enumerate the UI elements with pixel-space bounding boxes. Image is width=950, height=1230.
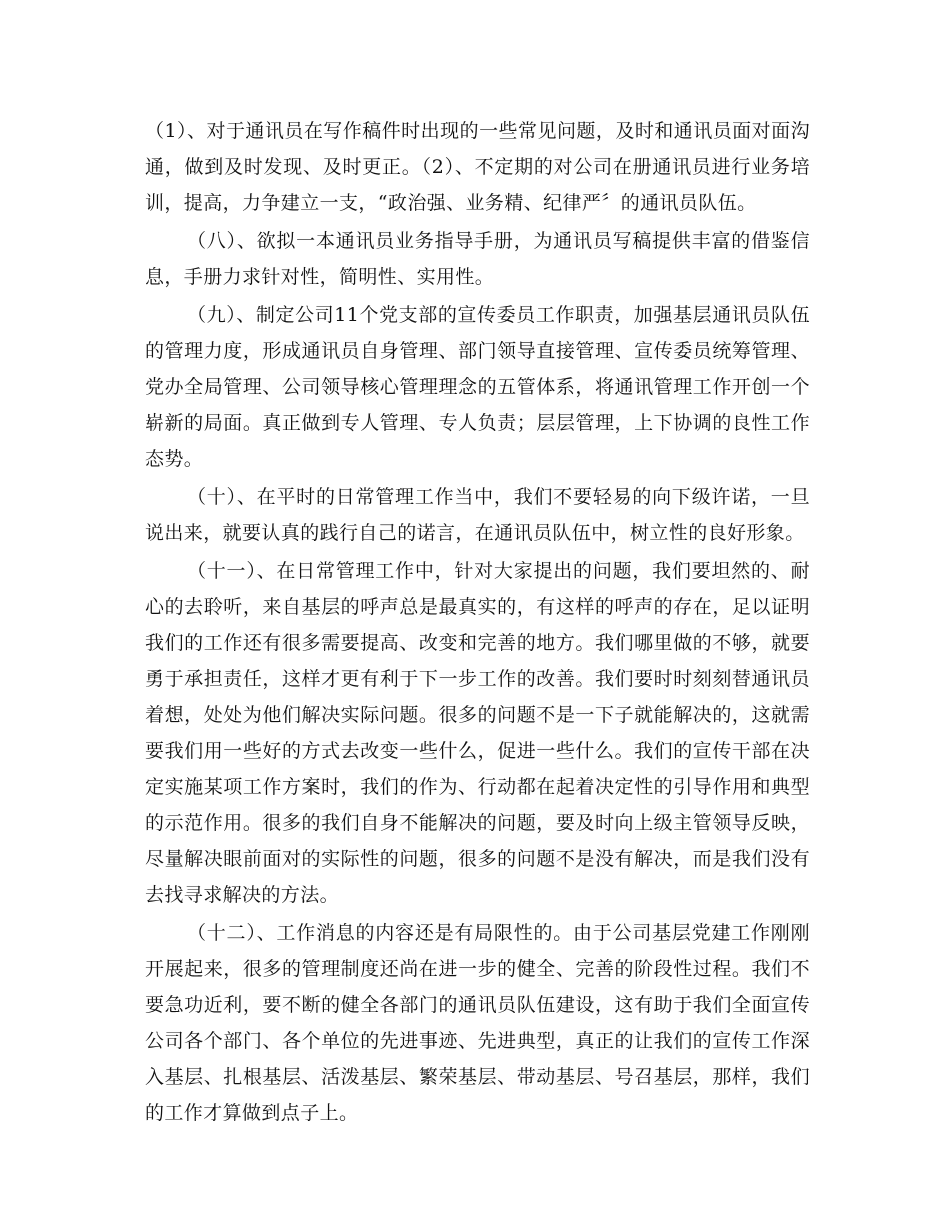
paragraph-2: （八）、欲拟一本通讯员业务指导手册，为通讯员写稿提供丰富的借鉴信息，手册力求针对性，简明性、实用性。 — [145, 230, 810, 288]
paragraph-4: （十）、在平时的日常管理工作当中，我们不要轻易的向下级许诺，一旦说出来，就要认真的践行自己的诺言，在通讯员队伍中，树立性的良好形象。 — [145, 486, 810, 544]
document-body — [145, 113, 810, 1133]
paragraph-1: （1）、对于通讯员在写作稿件时出现的一些常见问题，及时和通讯员面对面沟通，做到及时发现、及时更正。（2）、不定期的对公司在册通讯员进行业务培训，提高，力争建立一支，“政治强、业务精、纪律严〞的通讯员队伍。 — [145, 120, 810, 214]
paragraph-6: （十二）、工作消息的内容还是有局限性的。由于公司基层党建工作刚刚开展起来，很多的管理制度还尚在进一步的健全、完善的阶段性过程。我们不要急功近利，要不断的健全各部门的通讯员队伍建设，这有助于我们全面宣传公司各个部门、各个单位的先进事迹、先进典型，真正的让我们的宣传工作深入基层、扎根基层、活泼基层、繁荣基层、带动基层、号召基层，那样，我们的工作才算做到点子上。 — [145, 922, 810, 1124]
paragraph-5: （十一）、在日常管理工作中，针对大家提出的问题，我们要坦然的、耐心的去聆听，来自基层的呼声总是最真实的，有这样的呼声的存在，足以证明我们的工作还有很多需要提高、改变和完善的地方。我们哪里做的不够，就要勇于承担责任，这样才更有利于下一步工作的改善。我们要时时刻刻替通讯员着想，处处为他们解决实际问题。很多的问题不是一下子就能解决的，这就需要我们用一些好的方式去改变一些什么，促进一些什么。我们的宣传干部在决定实施某项工作方案时，我们的作为、行动都在起着决定性的引导作用和典型的示范作用。很多的我们自身不能解决的问题，要及时向上级主管领导反映，尽量解决眼前面对的实际性的问题，很多的问题不是没有解决，而是我们没有去找寻求解决的方法。 — [145, 560, 810, 906]
paragraph-3: （九）、制定公司11个党支部的宣传委员工作职责，加强基层通讯员队伍的管理力度，形成通讯员自身管理、部门领导直接管理、宣传委员统筹管理、党办全局管理、公司领导核心管理理念的五管体系，将通讯管理工作开创一个崭新的局面。真正做到专人管理、专人负责；层层管理，上下协调的良性工作态势。 — [145, 304, 810, 470]
